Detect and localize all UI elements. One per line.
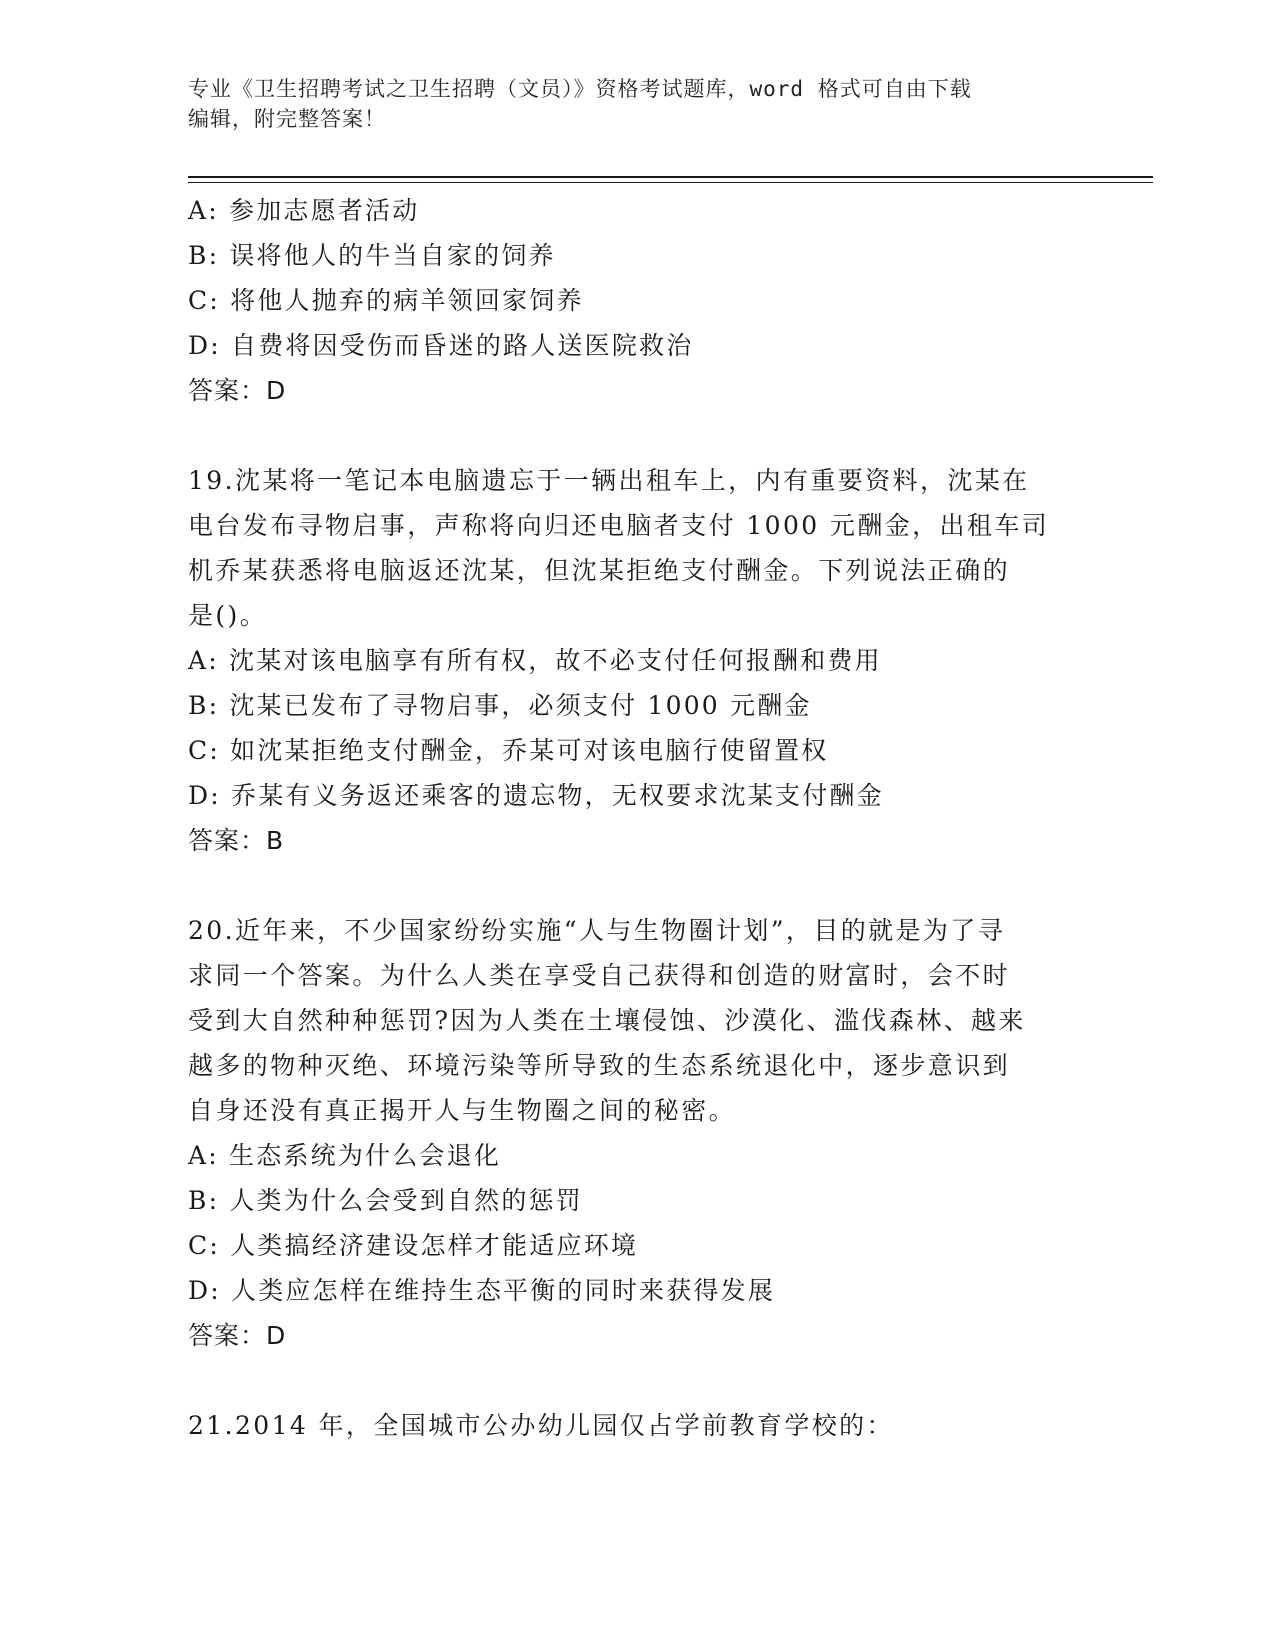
option-b: B: 误将他人的牛当自家的饲养 xyxy=(188,241,556,270)
question-20 xyxy=(188,908,1088,1358)
option-d: D: 自费将因受伤而昏迷的路人送医院救治 xyxy=(188,331,694,360)
question-18 xyxy=(188,188,1088,413)
question-line: 电台发布寻物启事，声称将向归还电脑者支付 1000 元酬金，出租车司 xyxy=(188,511,1050,540)
header-divider-thick xyxy=(188,176,1153,178)
header-divider-thin xyxy=(188,182,1153,183)
question-line: 21.2014 年，全国城市公办幼儿园仅占学前教育学校的： xyxy=(188,1411,894,1440)
answer-line: 答案：D xyxy=(188,376,287,405)
option-d: D: 乔某有义务返还乘客的遗忘物，无权要求沈某支付酬金 xyxy=(188,781,884,810)
question-line: 受到大自然种种惩罚?因为人类在土壤侵蚀、沙漠化、滥伐森林、越来 xyxy=(188,1006,1026,1035)
spacer xyxy=(188,863,1088,908)
document-header xyxy=(188,74,1068,134)
option-a: A: 参加志愿者活动 xyxy=(188,196,420,225)
spacer xyxy=(188,413,1088,458)
spacer xyxy=(188,1358,1088,1403)
option-b: B: 人类为什么会受到自然的惩罚 xyxy=(188,1186,583,1215)
option-c: C: 如沈某拒绝支付酬金，乔某可对该电脑行使留置权 xyxy=(188,736,829,765)
answer-line: 答案：B xyxy=(188,826,285,855)
option-a: A: 沈某对该电脑享有所有权，故不必支付任何报酬和费用 xyxy=(188,646,882,675)
option-c: C: 将他人抛弃的病羊领回家饲养 xyxy=(188,286,584,315)
question-text xyxy=(188,1403,1088,1448)
question-line: 机乔某获悉将电脑返还沈某，但沈某拒绝支付酬金。下列说法正确的 xyxy=(188,556,1011,585)
question-line: 是()。 xyxy=(188,601,268,630)
question-text xyxy=(188,458,1088,638)
option-c: C: 人类搞经济建设怎样才能适应环境 xyxy=(188,1231,639,1260)
question-line: 求同一个答案。为什么人类在享受自己获得和创造的财富时，会不时 xyxy=(188,961,1011,990)
option-a: A: 生态系统为什么会退化 xyxy=(188,1141,502,1170)
question-21 xyxy=(188,1403,1088,1448)
header-line-2: 编辑，附完整答案！ xyxy=(188,107,386,131)
question-line: 19.沈某将一笔记本电脑遗忘于一辆出租车上，内有重要资料，沈某在 xyxy=(188,466,1030,495)
option-d: D: 人类应怎样在维持生态平衡的同时来获得发展 xyxy=(188,1276,776,1305)
question-line: 越多的物种灭绝、环境污染等所导致的生态系统退化中，逐步意识到 xyxy=(188,1051,1011,1080)
option-b: B: 沈某已发布了寻物启事，必须支付 1000 元酬金 xyxy=(188,691,812,720)
header-line-1: 专业《卫生招聘考试之卫生招聘（文员）》资格考试题库，word 格式可自由下载 xyxy=(188,77,972,101)
question-line: 20.近年来，不少国家纷纷实施“人与生物圈计划”，目的就是为了寻 xyxy=(188,916,1006,945)
answer-line: 答案：D xyxy=(188,1321,287,1350)
question-text xyxy=(188,908,1088,1133)
question-content xyxy=(188,188,1088,1448)
question-line: 自身还没有真正揭开人与生物圈之间的秘密。 xyxy=(188,1096,737,1125)
question-19 xyxy=(188,458,1088,863)
